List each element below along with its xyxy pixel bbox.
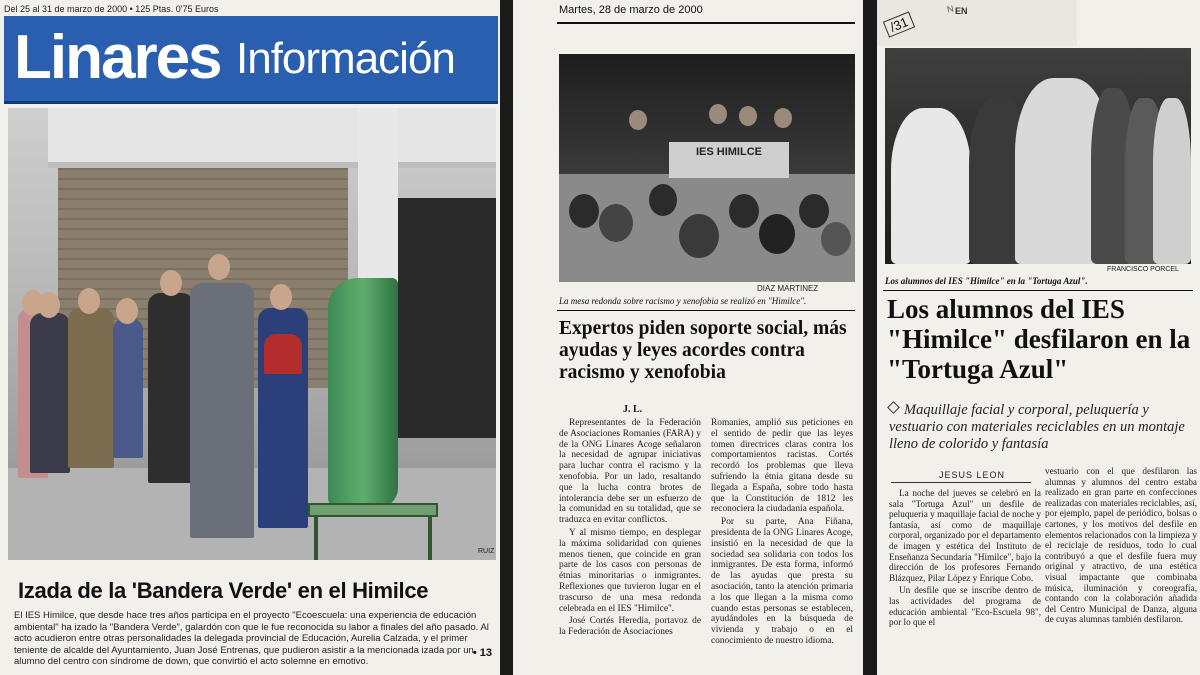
person-head — [270, 284, 292, 310]
paragraph: Romanies, amplió sus peticiones en el sentido de pedir que las leyes tomen directrices claras contra los comportamientos racistas. Cortés recordó los problemas que lleva sufriendo la étnia gitana desde su llegada a España, sobre todo hasta que la Constitución de 1812 les reconociera la ciudadanía española. — [711, 418, 853, 515]
audience-head — [679, 214, 719, 258]
paragraph: José Cortés Heredia, portavoz de la Federación de Asociaciones — [559, 616, 701, 638]
clipping-round-table — [513, 0, 863, 675]
diamond-bullet-icon — [887, 401, 900, 414]
photo-credit: FRANCISCO PORCEL — [1107, 266, 1179, 273]
audience-head — [759, 214, 795, 254]
audience-head — [649, 184, 677, 216]
dress-figure — [891, 108, 971, 264]
panelist — [739, 106, 757, 126]
person — [68, 308, 114, 468]
person-head — [38, 292, 60, 318]
paragraph: Y al mismo tiempo, en desplegar la máxima solidaridad con quienes menos tienen, que coincide en gran parte de los casos con personas de étnias minoritarias o inmigrantes. Reflexiones que tuvieron lugar en el trascurso de una mesa redonda celebrada en el IES "Himilce". — [559, 527, 701, 614]
caption-rule — [557, 310, 855, 311]
round-table-photo — [559, 54, 855, 282]
dress-figure — [1153, 98, 1191, 264]
deck-text: Maquillaje facial y corporal, peluquería y vestuario con materiales reciclables en un montaje lleno de colorido y fantasía — [889, 402, 1185, 452]
article-headline: Los alumnos del IES "Himilce" desfilaron en la "Tortuga Azul" — [887, 294, 1191, 384]
person-head — [160, 270, 182, 296]
photo-credit: RUIZ — [478, 548, 495, 555]
paragraph: Por su parte, Ana Fiñana, presidenta de la ONG Linares Acoge, insistió en la necesidad de que la sociedad sea solidaria con todos los inmigrantes. De esta forma, informó de las ayudas que presta su asociación, tanto la atención primaria a los que llegan a la misma como cuando estas personas se establecen, ayudándoles en la búsqueda de vivienda y trabajo o en el conocimiento de nuestro idioma. — [711, 517, 853, 646]
person — [148, 293, 194, 483]
audience-head — [599, 204, 633, 242]
clipping-fashion-show — [877, 0, 1200, 675]
article-deck — [889, 402, 1191, 453]
article-body: El IES Himilce, que desde hace tres años participa en el proyecto "Ecoescuela: una experiencia de educación ambiental" ha izado la "Bandera Verde", galardón con que le fue reconocida su labor a finales del año pasado. Al acto acudieron entre otras personalidades la delegada provincial de Educación, Aurelia Calzada, y el primer teniente de alcalde del Ayuntamiento, Juan José Entrenas, que pudieron asistir a la mencionada izada por un alumno del centro con síndrome de down, que convirtió el acto solemne en emotivo. — [14, 610, 489, 668]
jacket-stripe — [264, 334, 302, 374]
article-column-left — [889, 488, 1041, 630]
panelist — [629, 110, 647, 130]
audience-head — [821, 222, 851, 256]
article-headline: Izada de la 'Bandera Verde' en el Himilce — [18, 578, 429, 603]
fashion-show-photo — [885, 48, 1191, 264]
flag-raising-photo — [8, 108, 496, 560]
paragraph: Representantes de la Federación de Asociaciones Romanies (FARA) y de la ONG Linares Acoge señalaron la necesidad de agrupar iniciativas para luchar contra el racismo y la xenofobia. Por un lado, resaltando que la lucha contra brotes de intolerancia debe ser un esfuerzo de la comunidad en su totalidad, que se traduzca en evitar conflictos. — [559, 418, 701, 526]
panelist — [774, 108, 792, 128]
article-headline: Expertos piden soporte social, más ayudas y leyes acordes contra racismo y xenofobia — [559, 318, 847, 383]
person — [30, 313, 70, 473]
audience-head — [729, 194, 759, 228]
green-flag — [328, 278, 398, 508]
person-head — [116, 298, 138, 324]
article-column-right — [711, 418, 853, 649]
person — [113, 318, 143, 458]
person-head — [78, 288, 100, 314]
photo-roof — [48, 108, 496, 168]
article-column-right — [1045, 466, 1197, 627]
publication-date: Martes, 28 de marzo de 2000 — [559, 4, 703, 16]
photo-caption: La mesa redonda sobre racismo y xenofobia se realizó en "Himilce". — [559, 296, 807, 306]
caption-rule — [883, 290, 1193, 291]
page-number: • 13 — [472, 647, 492, 659]
masthead-banner — [4, 16, 498, 104]
person-head — [208, 254, 230, 280]
table-banner: IES HIMILCE — [669, 142, 789, 178]
header-rule — [557, 22, 855, 24]
photo-table — [308, 503, 438, 517]
paragraph: Un desfile que se inscribe dentro de las actividades del programa de educación ambiental "Eco-Escuela 98", por lo que el — [889, 585, 1041, 628]
clipping-linares-informacion — [0, 0, 500, 675]
byline-rule — [891, 482, 1031, 483]
masthead-title-informacion: Información — [236, 34, 455, 83]
table-leg — [314, 516, 318, 560]
paragraph: vestuario con el que desfilaron las alumnas y alumnos del centro estaba realizado en gran parte en confecciones realizadas con materiales reciclables, así, por ejemplo, papel de periódico, bolsas o cartones, y los motivos del desfile en elementos relacionados con la limpieza y el reciclaje de residuos, todo lo cual contribuyó a que el desfile fuera muy original y atractivo, de una estética visual impactante que combinaba música, iluminación y coreografía, contando con la colaboración añadida del Centro Municipal de Danza, alguna de cuyas alumnas también desfilaron. — [1045, 466, 1197, 625]
article-byline: JESUS LEON — [939, 470, 1006, 480]
masthead-title-linares: Linares — [14, 23, 221, 92]
section-label-b: EN — [955, 6, 968, 16]
panelist — [709, 104, 727, 124]
section-label: N — [946, 3, 955, 15]
table-leg — [428, 516, 432, 560]
audience-head — [799, 194, 829, 228]
paragraph: La noche del jueves se celebró en la sala "Tortuga Azul" un desfile de peluquería y maquillaje facial de noche y fantasía, así como de maquillaje corporal, organizado por el departamento de imagen y estética del Instituto de Enseñanza Secundaria "Himilce", bajo la dirección de los profesores Fernando Blázquez, Pilar López y Enrique Cobo. — [889, 488, 1041, 583]
masthead-date-price: Del 25 al 31 de marzo de 2000 • 125 Ptas. 0'75 Euros — [4, 4, 219, 14]
article-byline: J. L. — [623, 404, 643, 415]
photo-credit: DIAZ MARTINEZ — [757, 284, 819, 293]
date-stamp: /31 — [883, 11, 915, 37]
article-column-left — [559, 418, 701, 640]
person — [190, 283, 254, 538]
photo-caption: Los alumnos del IES "Himilce" en la "Tortuga Azul". — [885, 276, 1088, 286]
audience-head — [569, 194, 599, 228]
